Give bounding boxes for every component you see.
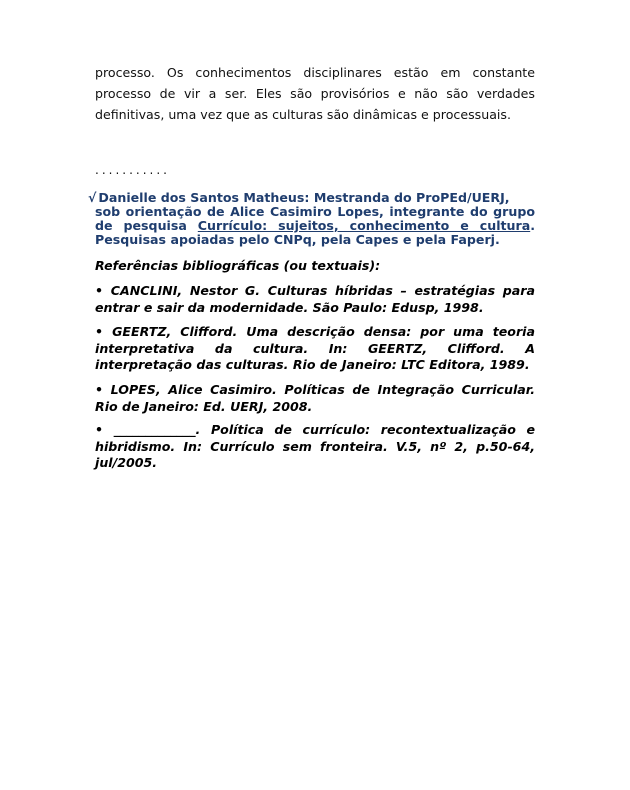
body-paragraph: processo. Os conhecimentos disciplinares estão em constante processo de vir a ser. Eles são provisórios e não são verdades definitivas, uma vez que as culturas são dinâmicas e processuais. (95, 65, 535, 122)
reference-item (95, 283, 535, 316)
section-separator: ........... (95, 163, 170, 177)
bullet-icon: • (95, 283, 104, 298)
reference-text: _____________. Política de currículo: recontextualização e hibridismo. In: Currículo sem fronteira. V.5, nº 2, p.50-64, jul/2005. (95, 422, 535, 470)
research-group-suffix: . (530, 218, 536, 233)
checkmark-icon: √ (88, 190, 97, 205)
author-line-3 (88, 219, 535, 233)
author-line-1 (88, 191, 535, 205)
author-note (88, 191, 535, 247)
reference-item (95, 382, 535, 415)
reference-text: CANCLINI, Nestor G. Culturas híbridas – estratégias para entrar e sair da modernidade. São Paulo: Edusp, 1998. (95, 283, 535, 315)
references-heading: Referências bibliográficas (ou textuais): (95, 258, 381, 273)
author-name-text: Danielle dos Santos Matheus: Mestranda do ProPEd/UERJ, (98, 190, 510, 205)
author-line-2: sob orientação de Alice Casimiro Lopes, integrante do grupo (95, 204, 535, 219)
bullet-icon: • (95, 382, 104, 397)
research-group-link[interactable]: Currículo: sujeitos, conhecimento e cultura (197, 218, 531, 233)
bullet-icon: • (95, 324, 104, 339)
reference-item (95, 324, 535, 374)
author-line-4: Pesquisas apoiadas pelo CNPq, pela Capes e pela Faperj. (95, 232, 500, 247)
reference-item (95, 422, 535, 472)
bullet-icon: • (95, 422, 104, 437)
research-group-prefix: de pesquisa (95, 218, 198, 233)
reference-text: LOPES, Alice Casimiro. Políticas de Integração Curricular. Rio de Janeiro: Ed. UERJ, 2008. (95, 382, 535, 414)
reference-text: GEERTZ, Clifford. Uma descrição densa: por uma teoria interpretativa da cultura. In: GEERTZ, Clifford. A interpretação das culturas. Rio de Janeiro: LTC Editora, 1989. (95, 324, 535, 372)
